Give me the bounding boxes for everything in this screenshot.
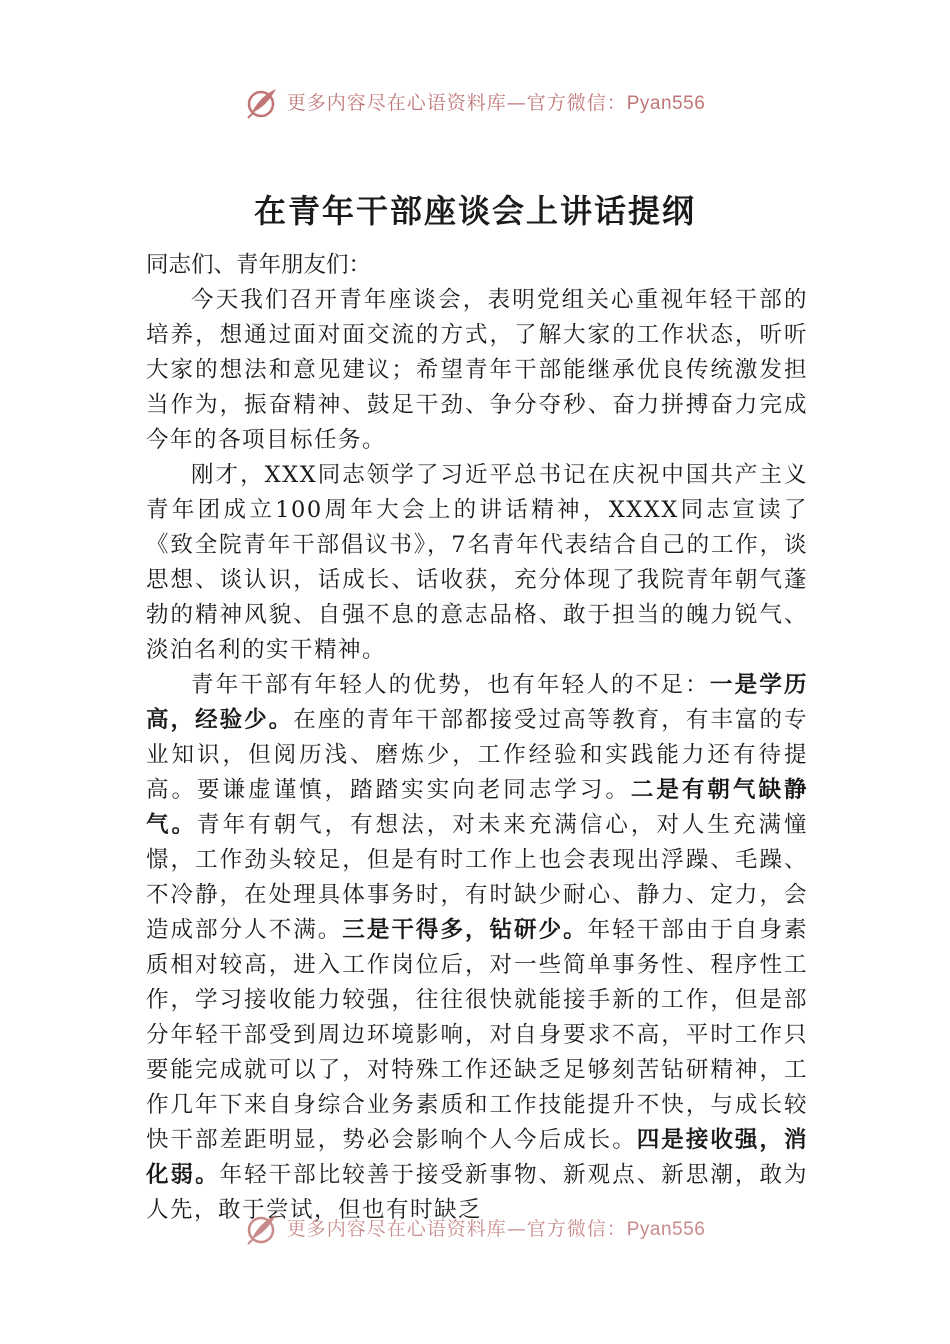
feather-quill-logo-icon bbox=[245, 86, 279, 120]
point-1-text: 在座的青年干部都接受过高等教育，有丰富的专业知识，但阅历浅、磨炼少，工作经验和实践能力还有待提高。要谦虚谨慎，踏踏实实向老同志学习。 bbox=[146, 707, 808, 803]
document-body bbox=[146, 248, 808, 1228]
greeting: 同志们、青年朋友们： bbox=[146, 252, 372, 278]
point-3-text: 年轻干部由于自身素质相对较高，进入工作岗位后，对一些简单事务性、程序性工作，学习接收能力较强，往往很快就能接手新的工作，但是部分年轻干部受到周边环境影响，对自身要求不高，平时工作只要能完成就可以了，对特殊工作还缺乏足够刻苦钻研精神，工作几年下来自身综合业务素质和工作技能提升不快，与成长较快干部差距明显，势必会影响个人今后成长。 bbox=[146, 917, 808, 1153]
document-title: 在青年干部座谈会上讲话提纲 bbox=[253, 192, 696, 230]
point-1-heading: 一是学历高，经验少。 bbox=[146, 672, 808, 733]
watermark-text: 更多内容尽在心语资料库—官方微信： bbox=[286, 91, 627, 114]
paragraph-3 bbox=[146, 668, 808, 1228]
footer-watermark bbox=[0, 1212, 950, 1246]
point-4-heading: 四是接收强，消化弱。 bbox=[146, 1127, 808, 1188]
point-4-text: 年轻干部比较善于接受新事物、新观点、新思潮，敢为人先，敢于尝试，但也有时缺乏 bbox=[146, 1162, 808, 1223]
watermark-wechat-id: Pyan556 bbox=[626, 1218, 706, 1240]
point-3-heading: 三是干得多，钻研少。 bbox=[342, 917, 588, 943]
paragraph-2: 刚才，XXX同志领学了习近平总书记在庆祝中国共产主义青年团成立100周年大会上的讲话精神，XXXX同志宣读了《致全院青年干部倡议书》，7名青年代表结合自己的工作，谈思想、谈认识，话成长、话收获，充分体现了我院青年朝气蓬勃的精神风貌、自强不息的意志品格、敢于担当的魄力锐气、淡泊名利的实干精神。 bbox=[146, 462, 808, 663]
point-2-text: 青年有朝气，有想法，对未来充满信心，对人生充满憧憬，工作劲头较足，但是有时工作上也会表现出浮躁、毛躁、不冷静，在处理具体事务时，有时缺少耐心、静力、定力，会造成部分人不满。 bbox=[146, 812, 808, 943]
watermark-text: 更多内容尽在心语资料库—官方微信： bbox=[286, 1217, 627, 1240]
feather-quill-logo-icon bbox=[245, 1212, 279, 1246]
paragraph-1: 今天我们召开青年座谈会，表明党组关心重视年轻干部的培养，想通过面对面交流的方式，了解大家的工作状态，听听大家的想法和意见建议；希望青年干部能继承优良传统激发担当作为，振奋精神、鼓足干劲、争分夺秒、奋力拼搏奋力完成今年的各项目标任务。 bbox=[146, 287, 808, 453]
header-watermark bbox=[0, 86, 950, 120]
watermark-wechat-id: Pyan556 bbox=[626, 92, 706, 114]
paragraph-3-intro: 青年干部有年轻人的优势，也有年轻人的不足： bbox=[191, 672, 710, 698]
point-2-heading: 二是有朝气缺静气。 bbox=[146, 777, 808, 838]
